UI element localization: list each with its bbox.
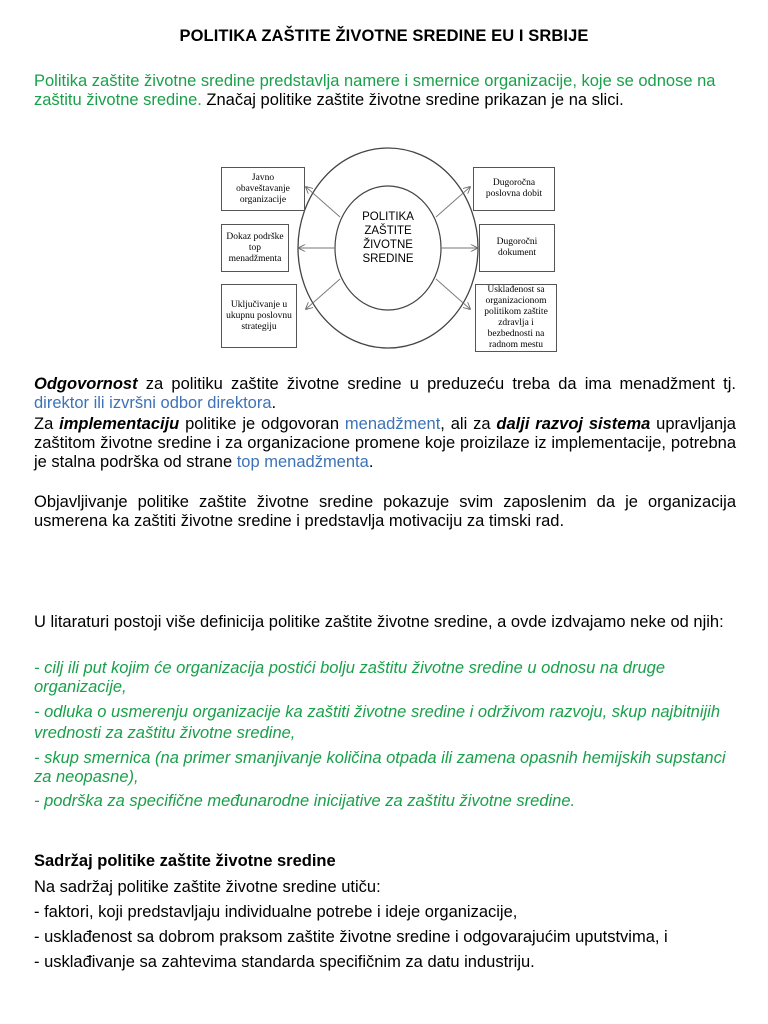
content-item: - faktori, koji predstavljaju individualne potrebe i ideje organizacije,	[34, 903, 518, 921]
responsibility-term: Odgovornost	[34, 375, 138, 393]
content-heading: Sadržaj politike zaštite životne sredine	[34, 852, 336, 870]
diagram-box-health-safety-compliance: Usklađenost sa organizacionom politikom zaštite zdravlja i bezbednosti na radnom mestu	[475, 284, 557, 352]
responsibility-paragraph	[34, 375, 736, 413]
definition-item: - cilj ili put kojim će organizacija postići bolju zaštitu životne sredine u odnosu na druge organizacije,	[34, 659, 665, 696]
definition-item: - podrška za specifične međunarodne inicijative za zaštitu životne sredine.	[34, 792, 576, 810]
intro-figure-reference: Značaj politike zaštite životne sredine prikazan je na slici.	[201, 91, 624, 109]
diagram-box-management-support: Dokaz podrške top menadžmenta	[221, 224, 289, 272]
implementation-paragraph	[34, 415, 736, 472]
impl-highlight-management: menadžment	[344, 415, 441, 433]
definition-item: - odluka o usmerenju organizacije ka zaštiti životne sredine i održivom razvoju, skup najbitnijih vrednosti za zaštitu životne sredine,	[34, 703, 720, 742]
center-line-2: ZAŠTITE	[364, 225, 412, 237]
content-list	[34, 903, 736, 972]
definitions-list	[34, 659, 736, 811]
center-line-4: SREDINE	[362, 253, 414, 265]
impl-text-e: .	[368, 453, 374, 471]
center-line-1: POLITIKA	[362, 211, 414, 223]
impl-text-d: upravljanja zaštitom životne sredine i za organizacione promene koje proizilaze iz implementacije, potrebna je stalna podrška od strane	[34, 415, 736, 471]
intro-definition: Politika zaštite životne sredine predstavlja namere i smernice organizacije, koje se odnose na zaštitu životne sredine.	[34, 72, 716, 109]
intro-paragraph	[34, 72, 736, 110]
impl-text-a: Za	[34, 415, 60, 433]
content-intro: Na sadržaj politike zaštite životne sredine utiču:	[34, 878, 381, 896]
definition-item: - skup smernica (na primer smanjivanje količina otpada ili zamena opasnih hemijskih supstanci za neopasne),	[34, 749, 726, 786]
impl-highlight-top-management: top menadžmenta	[236, 453, 369, 471]
responsibility-end: .	[271, 394, 277, 412]
diagram-box-public-info: Javno obaveštavanje organizacije	[221, 167, 305, 211]
diagram-box-long-term-profit: Dugoročna poslovna dobit	[473, 167, 555, 211]
impl-text-b: politike je odgovoran	[179, 415, 345, 433]
content-item: - usklađenost sa dobrom praksom zaštite životne sredine i odgovarajućim uputstvima, i	[34, 928, 668, 946]
diagram-box-business-strategy: Uključivanje u ukupnu poslovnu strategiju	[221, 284, 297, 348]
publication-paragraph: Objavljivanje politike zaštite životne sredine pokazuje svim zaposlenim da je organizacija usmerena ka zaštiti životne sredine i predstavlja motivaciju za timski rad.	[34, 493, 736, 530]
policy-diagram	[219, 145, 557, 352]
responsibility-highlight: direktor ili izvršni odbor direktora	[34, 394, 272, 412]
impl-text-c: , ali za	[440, 415, 497, 433]
center-line-3: ŽIVOTNE	[363, 239, 413, 251]
content-item: - usklađivanje sa zahtevima standarda specifičnim za datu industriju.	[34, 953, 535, 971]
diagram-center-label	[342, 210, 434, 266]
impl-term: implementaciju	[59, 415, 180, 433]
diagram-box-long-term-document: Dugoročni dokument	[479, 224, 555, 272]
responsibility-text: za politiku zaštite životne sredine u preduzeću treba da ima menadžment tj.	[137, 375, 736, 393]
impl-term-development: dalji razvoj sistema	[496, 415, 651, 433]
page-title: POLITIKA ZAŠTITE ŽIVOTNE SREDINE EU I SRBIJE	[179, 27, 589, 45]
definitions-intro: U litaraturi postoji više definicija politike zaštite životne sredine, a ovde izdvajamo neke od njih:	[34, 613, 724, 631]
